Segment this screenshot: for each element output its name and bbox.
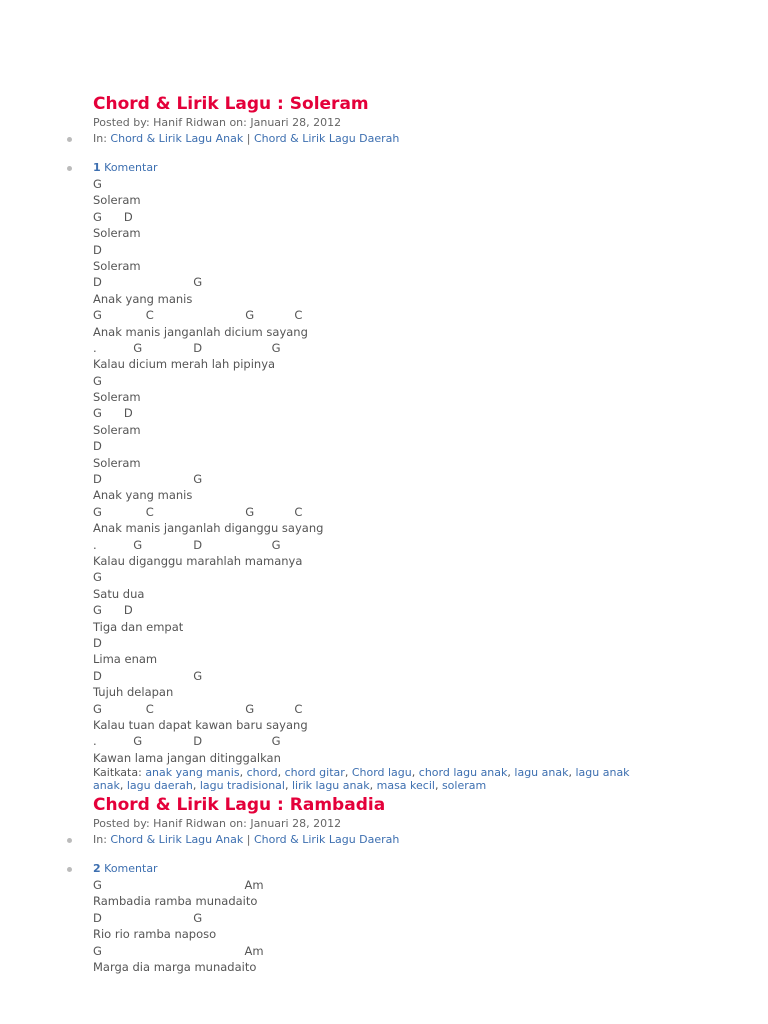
tag-link[interactable]: Chord lagu [351,766,412,780]
comment-link[interactable]: Komentar [104,161,158,174]
lyric-line: G Am [93,878,264,892]
lyric-line: D [93,635,102,650]
tag-link[interactable]: chord [246,766,278,780]
bullet-icon [67,867,72,872]
category-link-anak[interactable]: Chord & Lirik Lagu Anak [110,833,244,846]
tag-separator: , [277,766,285,780]
post-meta: Posted by: Hanif Ridwan on: Januari 28, 2012 [93,817,342,830]
tag-link[interactable]: lirik lagu anak [291,779,370,793]
lyric-line: Tiga dan empat [93,619,184,634]
tag-separator: , [344,766,352,780]
lyric-line: Kalau tuan dapat kawan baru sayang [93,717,308,732]
lyric-line: G C G C [93,504,303,519]
tag-separator: , [119,779,127,793]
tag-link[interactable]: chord gitar [284,766,345,780]
tag-link[interactable]: anak [93,779,120,793]
lyric-line: G [93,177,102,191]
tag-separator: , [507,766,511,780]
lyric-line: G [93,373,102,388]
tag-separator: , [568,766,576,780]
lyric-line: G C G C [93,701,303,716]
lyric-line: Rambadia ramba munadaito [93,894,258,909]
post-rambadia [93,794,753,975]
lyric-line: G [93,570,102,585]
tag-link[interactable]: lagu anak [514,766,569,780]
lyric-line: D G [93,472,203,487]
lyric-line: . G D G [93,734,281,749]
post-comments [93,160,753,176]
tag-link[interactable]: lagu tradisional [199,779,285,793]
lyric-line: G D [93,209,133,224]
comment-count[interactable]: 2 [93,862,101,875]
lyric-line: Anak manis janganlah diganggu sayang [93,521,324,536]
category-link-anak[interactable]: Chord & Lirik Lagu Anak [110,132,244,145]
in-label: In: [93,132,107,145]
tag-link[interactable]: anak yang manis [145,766,240,780]
lyric-line: Marga dia marga munadaito [93,959,257,974]
lyric-line: Anak manis janganlah dicium sayang [93,324,308,339]
bullet-icon [67,137,72,142]
lyric-line: Satu dua [93,586,145,601]
lyric-line: Soleram [93,193,141,208]
lyric-line: Lima enam [93,652,158,667]
tag-separator: , [411,766,419,780]
lyric-line: Anak yang manis [93,488,193,503]
lyric-line: D G [93,910,203,925]
category-separator: | [246,132,251,145]
lyric-line: D G [93,668,203,683]
lyric-line: G D [93,406,133,421]
lyric-line: Soleram [93,258,141,273]
category-separator: | [246,833,251,846]
lyrics-block [93,176,753,766]
post-meta: Posted by: Hanif Ridwan on: Januari 28, 2012 [93,116,342,129]
lyric-line: D [93,439,102,454]
bullet-icon [67,838,72,843]
post-soleram [93,93,753,792]
tags-line [93,766,753,779]
lyric-line: Anak yang manis [93,291,193,306]
post-categories [93,131,753,147]
tags [93,766,753,792]
tag-separator: , [369,779,377,793]
category-link-daerah[interactable]: Chord & Lirik Lagu Daerah [253,132,400,145]
tag-link[interactable]: lagu daerah [126,779,193,793]
tag-link[interactable]: lagu anak [575,766,630,780]
lyric-line: G Am [93,943,264,958]
lyric-line: Soleram [93,226,141,241]
post-title[interactable]: Chord & Lirik Lagu : Soleram [93,94,369,114]
category-link-daerah[interactable]: Chord & Lirik Lagu Daerah [253,833,400,846]
lyric-line: G C G C [93,308,303,323]
lyric-line: Kawan lama jangan ditinggalkan [93,750,281,765]
tag-separator: , [192,779,200,793]
lyric-line: Rio rio ramba naposo [93,927,217,942]
comment-count[interactable]: 1 [93,161,101,174]
tag-separator: , [434,779,442,793]
lyric-line: Soleram [93,390,141,405]
comment-link[interactable]: Komentar [104,862,158,875]
tag-link[interactable]: chord lagu anak [418,766,508,780]
lyric-line: Tujuh delapan [93,685,174,700]
tag-link[interactable]: masa kecil [376,779,435,793]
tags-line [93,779,753,792]
lyric-line: Soleram [93,455,141,470]
post-comments [93,861,753,877]
tag-separator: , [239,766,247,780]
post-categories [93,832,753,848]
lyric-line: Soleram [93,422,141,437]
lyric-line: Kalau dicium merah lah pipinya [93,357,276,372]
tags-label: Kaitkata: [93,766,142,780]
tag-separator: , [284,779,292,793]
lyric-line: Kalau diganggu marahlah mamanya [93,553,303,568]
lyrics-block [93,877,753,975]
tag-link[interactable]: soleram [441,779,487,793]
lyric-line: D G [93,275,203,290]
in-label: In: [93,833,107,846]
lyric-line: D [93,242,102,257]
bullet-icon [67,166,72,171]
lyric-line: . G D G [93,340,281,355]
lyric-line: . G D G [93,537,281,552]
lyric-line: G D [93,603,133,618]
post-title[interactable]: Chord & Lirik Lagu : Rambadia [93,795,386,815]
